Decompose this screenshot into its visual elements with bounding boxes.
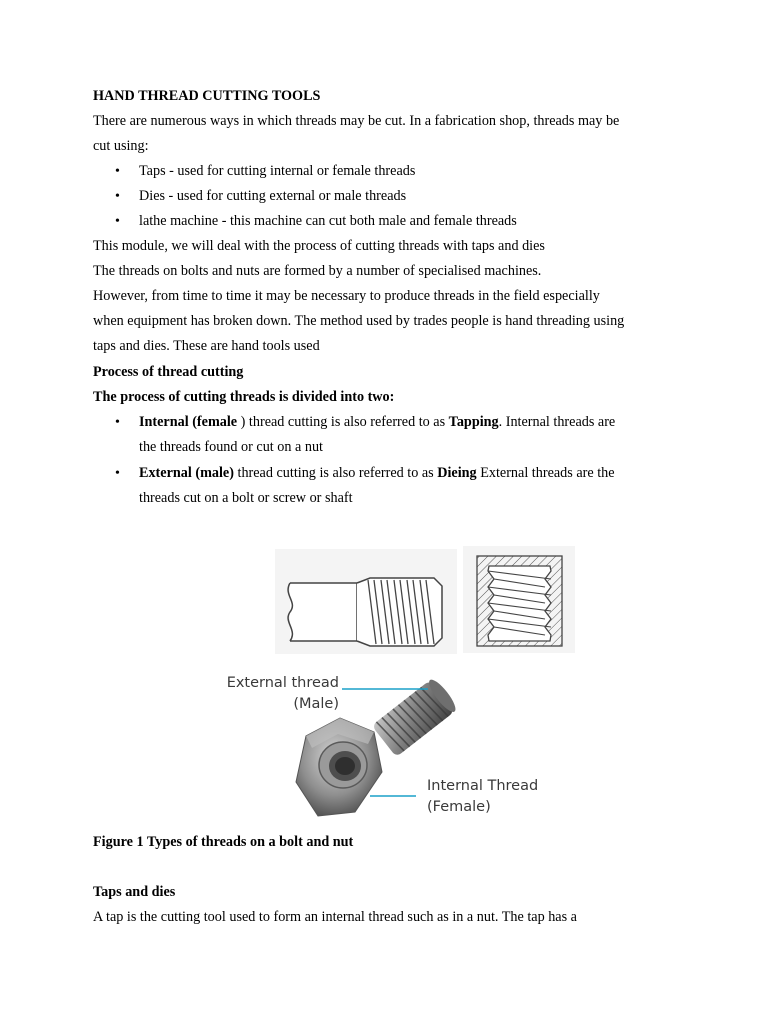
bullet-icon: • [115,164,120,179]
process-item-internal: • Internal (female ) thread cutting is also referred to as Tapping. Internal threads are [93,410,693,435]
process-heading: Process of thread cutting [93,364,244,380]
bullet-icon: • [115,466,120,481]
process-item-internal-cont: the threads found or cut on a nut [139,439,323,455]
internal-thread-sublabel: (Female) [427,799,491,815]
taps-heading: Taps and dies [93,884,176,900]
method-item: • Taps - used for cutting internal or female threads [93,159,693,184]
external-thread-sublabel: (Male) [293,696,339,712]
paragraph-3-line-1: However, from time to time it may be necessary to produce threads in the field especially [93,288,600,304]
external-thread-label: External thread [226,675,339,691]
internal-thread-drawing [463,546,575,653]
paragraph-1: This module, we will deal with the process of cutting threads with taps and dies [93,238,545,254]
process-item-external: • External (male) thread cutting is also referred to as Dieing External threads are the [93,461,693,486]
external-thread-drawing [275,549,457,654]
process-subheading: The process of cutting threads is divided into two: [93,389,395,405]
bullet-icon: • [115,214,120,229]
bolt-nut-illustration [296,676,459,816]
bullet-icon: • [115,415,120,430]
process-item-external-cont: threads cut on a bolt or screw or shaft [139,490,353,506]
method-item: • lathe machine - this machine can cut both male and female threads [93,209,693,234]
figure-caption: Figure 1 Types of threads on a bolt and nut [93,834,354,850]
intro-line-1: There are numerous ways in which threads may be cut. In a fabrication shop, threads may be [93,113,620,129]
intro-line-2: cut using: [93,138,149,154]
paragraph-3-line-3: taps and dies. These are hand tools used [93,338,320,354]
bullet-icon: • [115,189,120,204]
taps-paragraph: A tap is the cutting tool used to form an internal thread such as in a nut. The tap has a [93,909,577,925]
document-title: HAND THREAD CUTTING TOOLS [93,88,321,104]
internal-thread-label: Internal Thread [427,778,539,794]
paragraph-3-line-2: when equipment has broken down. The method used by trades people is hand threading using [93,313,625,329]
paragraph-2: The threads on bolts and nuts are formed by a number of specialised machines. [93,263,542,279]
method-item: • Dies - used for cutting external or male threads [93,184,693,209]
